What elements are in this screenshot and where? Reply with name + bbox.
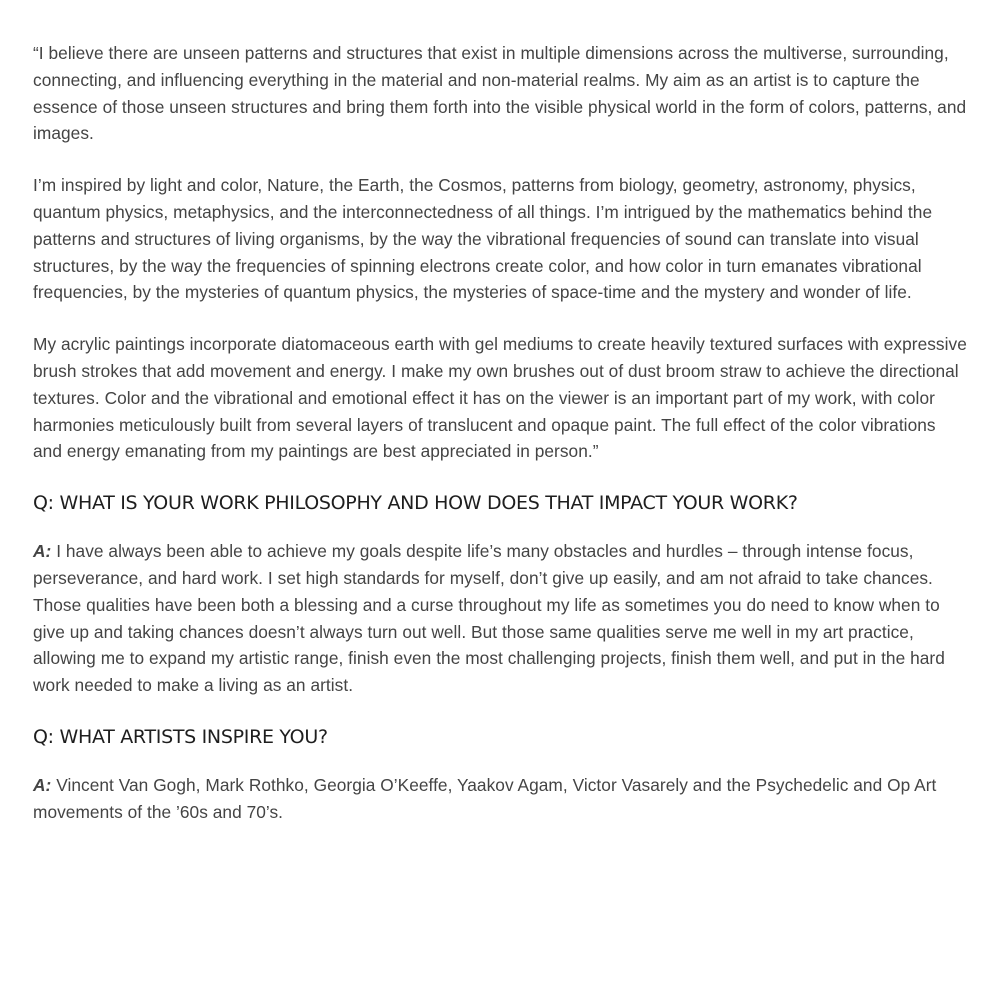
article-content <box>33 40 968 851</box>
answer-text: I have always been able to achieve my goals despite life’s many obstacles and hurdles – through intense focus, perseverance, and hard work. I set high standards for myself, don’t give up easily, and am not afraid to take chances. Those qualities have been both a blessing and a curse throughout my life as sometimes you do need to know when to give up and taking chances doesn’t always turn out well. But those same qualities serve me well in my art practice, allowing me to expand my artistic range, finish even the most challenging projects, finish them well, and put in the hard work needed to make a living as an artist. <box>33 541 945 696</box>
statement-paragraph: I’m inspired by light and color, Nature, the Earth, the Cosmos, patterns from biology, geometry, astronomy, physics, quantum physics, metaphysics, and the interconnectedness of all things. I’m intrigued by the mathematics behind the patterns and structures of living organisms, by the way the vibrational frequencies of sound can translate into visual structures, by the way the frequencies of spinning electrons create color, and how color in turn emanates vibrational frequencies, by the mysteries of quantum physics, the mysteries of space-time and the mystery and wonder of life. <box>33 175 933 303</box>
qa-work-philosophy <box>33 490 968 699</box>
answer-prefix: A: <box>33 774 52 795</box>
statement-paragraph: My acrylic paintings incorporate diatomaceous earth with gel mediums to create heavily textured surfaces with expressive brush strokes that add movement and energy. I make my own brushes out of dust broom straw to achieve the directional textures. Color and the vibrational and emotional effect it has on the viewer is an important part of my work, with color harmonies meticulously built from several layers of translucent and opaque paint. The full effect of the color vibrations and energy emanating from my paintings are best appreciated in person.” <box>33 334 967 462</box>
answer-paragraph <box>33 538 968 699</box>
answer-prefix: A: <box>33 541 52 562</box>
answer-paragraph <box>33 772 968 826</box>
artist-statement <box>33 40 968 465</box>
statement-paragraph: “I believe there are unseen patterns and structures that exist in multiple dimensions across the multiverse, surrounding, connecting, and influencing everything in the material and non-material realms. My aim as an artist is to capture the essence of those unseen structures and bring them forth into the visible physical world in the form of colors, patterns, and images. <box>33 43 967 144</box>
answer-text: Vincent Van Gogh, Mark Rothko, Georgia O’Keeffe, Yaakov Agam, Victor Vasarely and the Psychedelic and Op Art movements of the ’60s and 70’s. <box>33 774 937 822</box>
question-heading: Q: WHAT ARTISTS INSPIRE YOU? <box>33 725 328 748</box>
qa-inspiring-artists <box>33 724 968 826</box>
question-heading: Q: WHAT IS YOUR WORK PHILOSOPHY AND HOW DOES THAT IMPACT YOUR WORK? <box>33 492 798 515</box>
